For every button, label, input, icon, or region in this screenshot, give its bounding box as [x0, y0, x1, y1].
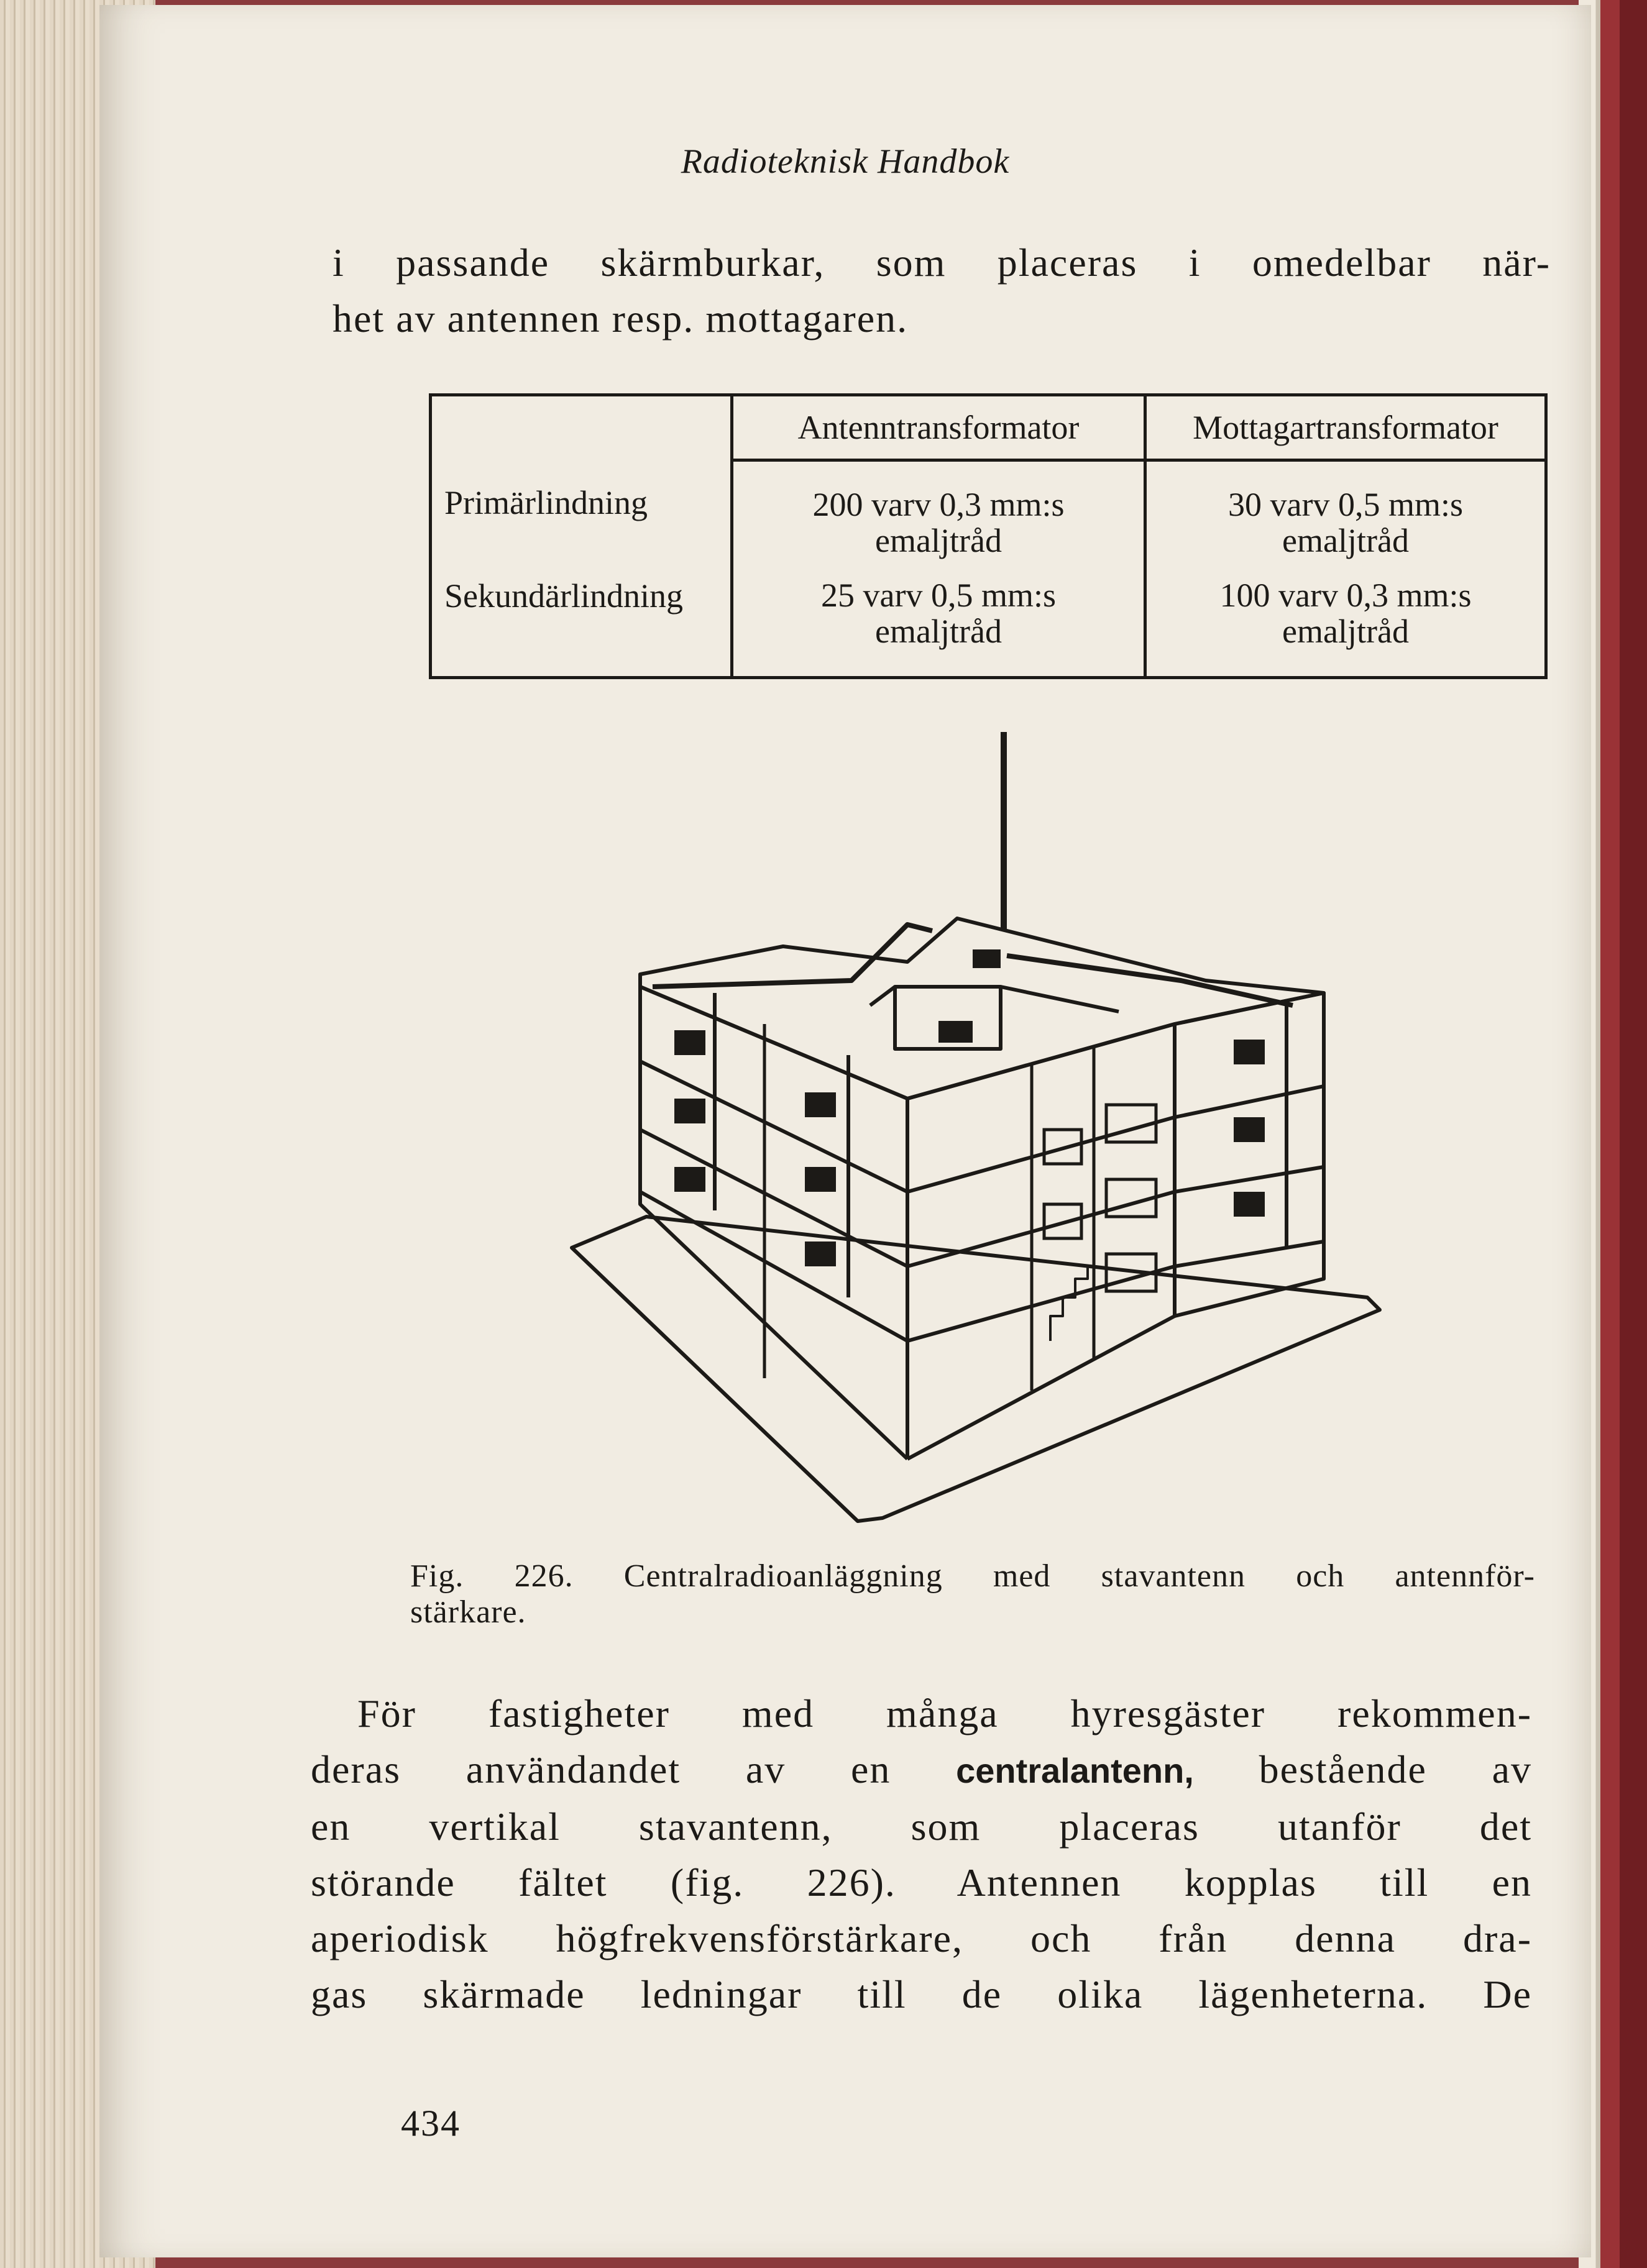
- receiver-values-cell: [1145, 460, 1546, 678]
- body-line-5: aperiodisk högfrekvensförstärkare, och från denna dra-: [311, 1916, 1532, 1960]
- row-label-secondary: Sekundärlindning: [444, 577, 683, 615]
- building-antenna-illustration: [559, 720, 1429, 1527]
- body-line-2-post: bestående av: [1193, 1747, 1532, 1791]
- body-line-3: en vertikal stavantenn, som placeras utanför det: [311, 1804, 1532, 1849]
- primary-receiver-line1: 30 varv 0,5 mm:s: [1228, 486, 1463, 523]
- header-receiver: Mottagartransformator: [1145, 395, 1546, 460]
- body-line-4: störande fältet (fig. 226). Antennen kopplas till en: [311, 1860, 1532, 1904]
- caption-line-2: stärkare.: [410, 1594, 526, 1630]
- body-line-6: gas skärmade ledningar till de olika lägenheterna. De: [311, 1972, 1532, 2016]
- book-page: [99, 5, 1591, 2257]
- body-line-1: För fastigheter med många hyresgäster rekommen-: [357, 1691, 1532, 1735]
- intro-line-2: het av antennen resp. mottagaren.: [333, 296, 909, 341]
- intro-paragraph: [333, 235, 1551, 347]
- page-number: 434: [401, 2103, 461, 2144]
- body-paragraph: [311, 1686, 1532, 2023]
- body-line-2-pre: deras användandet av en: [311, 1747, 957, 1791]
- row-label-primary: Primärlindning: [444, 484, 648, 521]
- primary-antenna-line2: emaljtråd: [875, 522, 1002, 559]
- antenna-values-cell: [732, 460, 1145, 678]
- figure-caption: [410, 1558, 1535, 1630]
- primary-receiver-line2: emaljtråd: [1282, 522, 1409, 559]
- secondary-receiver-line2: emaljtråd: [1282, 613, 1409, 650]
- keyword-centralantenn: centralantenn,: [956, 1751, 1194, 1790]
- running-header: Radioteknisk Handbok: [681, 142, 1010, 181]
- secondary-receiver-line1: 100 varv 0,3 mm:s: [1219, 577, 1472, 614]
- header-antenna: Antenntransformator: [732, 395, 1145, 460]
- primary-antenna-line1: 200 varv 0,3 mm:s: [812, 486, 1065, 523]
- intro-line-1: i passande skärmburkar, som placeras i omedelbar när-: [333, 240, 1551, 285]
- body-line-2: [311, 1742, 1532, 1799]
- table-corner-cell: [431, 395, 732, 678]
- secondary-antenna-line2: emaljtråd: [875, 613, 1002, 650]
- caption-line-1: Fig. 226. Centralradioanläggning med stavantenn och antennför-: [410, 1558, 1535, 1594]
- transformer-table: [429, 393, 1548, 679]
- secondary-antenna-line1: 25 varv 0,5 mm:s: [821, 577, 1056, 614]
